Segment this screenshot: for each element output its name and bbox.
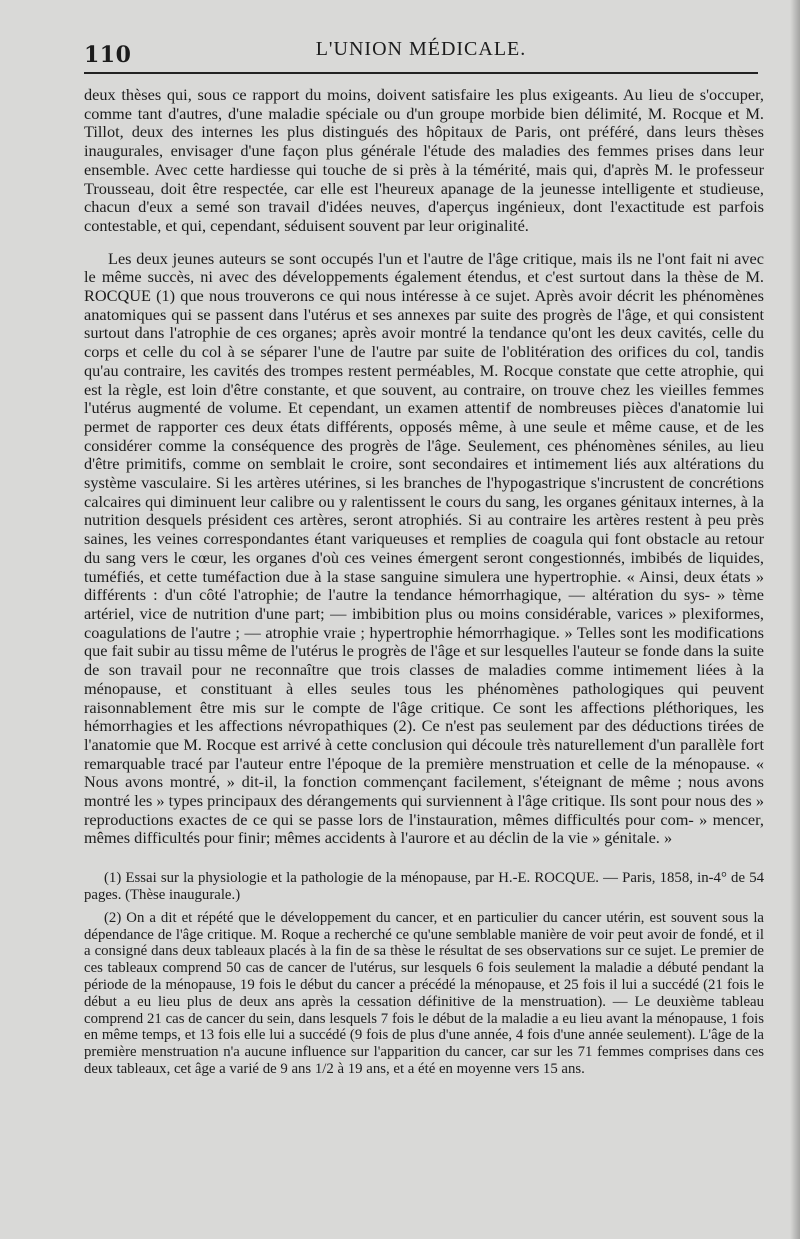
header-rule [84,72,758,74]
paragraph-1: deux thèses qui, sous ce rapport du moins, doivent satisfaire les plus exigeants. Au lieu de s'occuper, comme tant d'autres, d'une maladie spéciale ou d'un groupe morbide bien délimité, M. Rocque et M. Tillot, deux des internes les plus distingués des hôpitaux de Paris, ont préféré, dans leurs thèses inaugurales, envisager d'une façon plus générale l'étude des maladies des femmes prises dans leur ensemble. Avec cette hardiesse qui touche de si près à la témérité, mais qui, d'après M. le professeur Trousseau, doit être respectée, car elle est l'heureux apanage de la jeunesse intelligente et studieuse, chacun d'eux a semé son travail d'idées neuves, d'aperçus ingénieux, dont l'exactitude est parfois contestable, et qui, cependant, séduisent souvent par leur originalité. [84,85,764,235]
running-title: L'UNION MÉDICALE. [315,38,527,60]
paragraph-2: Les deux jeunes auteurs se sont occupés l'un et l'autre de l'âge critique, mais ils ne l'ont fait ni avec le même succès, ni avec des développements également étendus, et c'est surtout dans la thèse de M. ROCQUE (1) que nous trouverons ce qui nous intéresse à ce sujet. Après avoir décrit les phénomènes anatomiques qui se passent dans l'utérus et ses annexes par suite des progrès de l'âge, et qui consistent surtout dans l'atrophie de ces organes; après avoir montré la tendance qu'ont les deux cavités, celle du corps et celle du col à se séparer l'une de l'autre par suite de l'oblitération des orifices du col, tandis qu'au contraire, les cavités des trompes restent perméables, M. Rocque constate que cette atrophie, qui est la règle, est loin d'être constante, et que souvent, au contraire, on trouve chez les vieilles femmes l'utérus augmenté de volume. Et cependant, un examen attentif de nombreuses pièces d'anatomie lui permet de rapporter ces deux états différents, opposés même, à une seule et même cause, et de les considérer comme la conséquence des progrès de l'âge. Seulement, ces phénomènes séniles, au lieu d'être primitifs, comme on semblait le croire, sont secondaires et intimement liés aux altérations du système vasculaire. Si les artères utérines, si les branches de l'hypogastrique s'incrustent de concrétions calcaires qui diminuent leur calibre ou y ralentissent le cours du sang, les organes génitaux internes, à la nutrition desquels président ces artères, seront atrophiés. Si au contraire les artères restent à peu près saines, les veines correspondantes étant variqueuses et remplies de coagula qui font obstacle au retour du sang vers le cœur, les organes d'où ces veines émergent seront congestionnés, imbibés de liquides, tuméfiés, et cette tuméfaction due à la stase sanguine simulera une hypertrophie. « Ainsi, deux états » différents : d'un côté l'atrophie; de l'autre la tendance hémorrhagique, — altération du sys- » tème artériel, vice de nutrition d'une part; — imbibition plus ou moins considérable, varices » plexiformes, coagulations de l'autre ; — atrophie vraie ; hypertrophie hémorrhagique. » Telles sont les modifications que fait subir au tissu même de l'utérus le progrès de l'âge et sur lesquelles l'auteur se fonde dans la suite de son travail pour ne reconnaître que trois classes de maladies comme intimement liées à la ménopause, et constituant à elles seules tous les phénomènes pathologiques qui peuvent raisonnablement être mis sur le compte de l'âge critique. Ce sont les affections pléthoriques, les hémorrhagies et les affections névropathiques (2). Ce n'est pas seulement par des déductions tirées de l'anatomie que M. Rocque est arrivé à cette conclusion qui découle très naturellement d'un parallèle fort remarquable tracé par l'auteur entre l'époque de la première menstruation et celle de la ménopause. « Nous avons montré, » dit-il, la fonction commençant facilement, s'éteignant de même ; nous avons montré les » types principaux des dérangements qui surviennent à l'âge critique. Ils sont pour nous des » reproductions exactes de ce qui se passe lors de l'instauration, mêmes difficultés pour com- » mencer, mêmes difficultés pour finir; mêmes accidents à l'aurore et au déclin de la vie » génitale. » [84,248,764,848]
footnote-1: (1) Essai sur la physiologie et la pathologie de la ménopause, par H.-E. ROCQUE. — Paris, 1858, in-4° de 54 pages. (Thèse inaugurale.) [84,870,764,903]
footnotes [84,870,764,1078]
main-text [84,86,764,848]
page-number: 110 [84,42,132,68]
page-edge-shadow [790,0,800,1239]
text-column [84,86,764,1078]
footnote-2: (2) On a dit et répété que le développement du cancer, et en particulier du cancer utérin, est souvent sous la dépendance de l'âge critique. M. Roque a recherché ce qu'une semblable manière de voir peut avoir de fondé, et il a consigné dans deux tableaux placés à la fin de sa thèse le résultat de ses observations sur ce sujet. Le premier de ces tableaux comprend 50 cas de cancer de l'utérus, sur lesquels 6 fois seulement la maladie a débuté pendant la période de la ménopause, 19 fois le début du cancer a précédé la ménopause, et 25 fois il lui a succédé (21 fois le début a eu lieu plus de deux ans après la cessation définitive de la menstruation). — Le deuxième tableau comprend 21 cas de cancer du sein, dans lesquels 7 fois le début de la maladie a eu lieu avant la ménopause, 1 fois en même temps, et 13 fois elle lui a succédé (9 fois de plus d'une année, 4 fois d'une année seulement). L'âge de la première menstruation n'a aucune influence sur l'apparition du cancer, car sur les 71 femmes comprises dans ces deux tableaux, cet âge a varié de 9 ans 1/2 à 19 ans, et a été en moyenne vers 15 ans. [84,909,764,1077]
page-header [84,38,758,72]
footnote-separator [84,848,764,870]
